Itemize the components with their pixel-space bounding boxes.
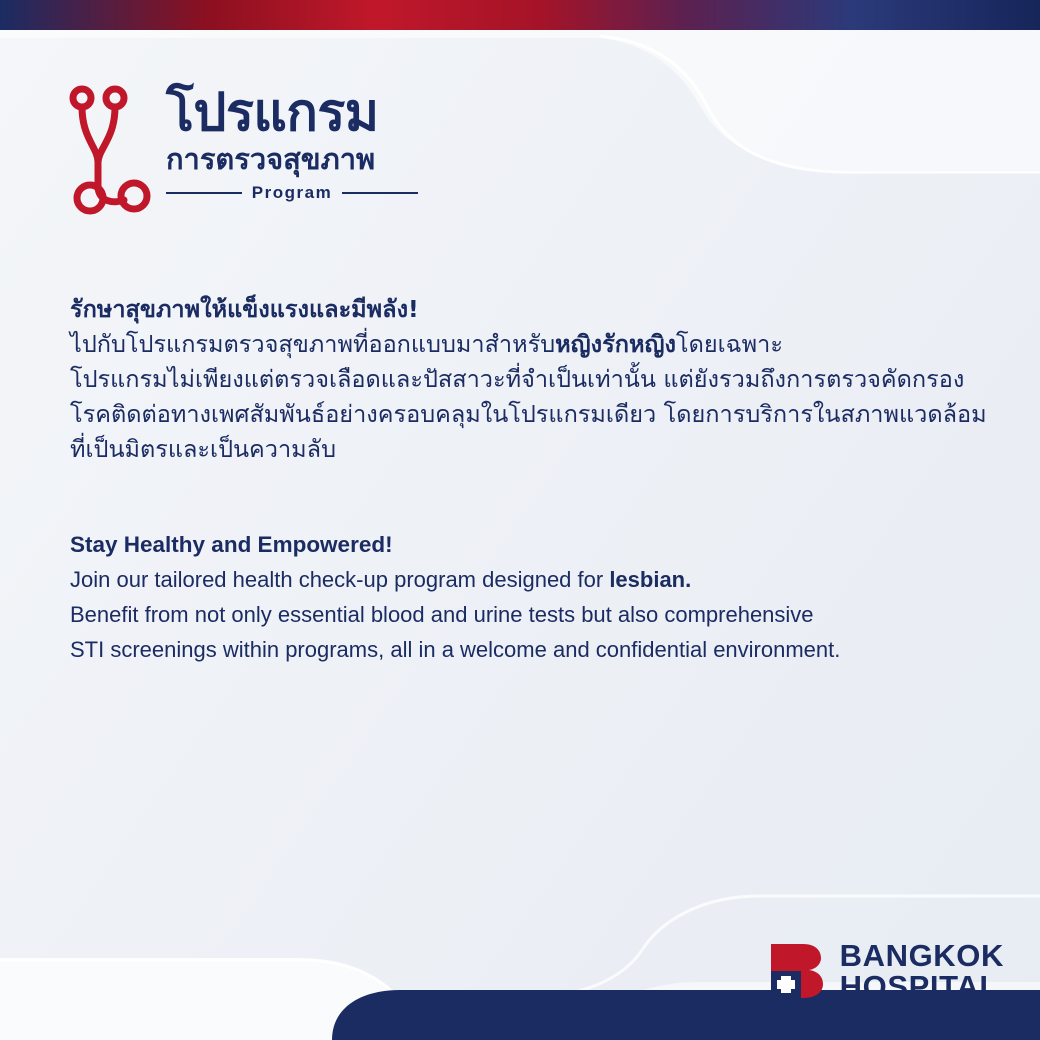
english-line-3: Benefit from not only essential blood and urine tests but also comprehensive [70,602,814,627]
english-line-2 [70,562,970,597]
thai-line-2 [70,327,970,362]
english-line-2-bold: lesbian. [609,567,692,592]
logo-english-row [166,183,418,203]
stethoscope-heart-icon [68,82,160,220]
english-line-2-a: Join our tailored health check-up program designed for [70,567,610,592]
thai-line-4: โรคติดต่อทางเพศสัมพันธ์อย่างครอบคลุมในโปรแกรมเดียว โดยการบริการในสภาพแวดล้อม [70,400,987,428]
thai-copy-block [70,292,987,467]
english-line-4: STI screenings within programs, all in a welcome and confidential environment. [70,637,841,662]
gradient-accent-bar [0,0,1040,30]
thai-line-2-bold: หญิงรักหญิง [555,330,676,358]
english-copy-block [70,527,970,667]
logo-english-label: Program [251,182,333,202]
logo-thai-title: โปรแกรม [166,83,379,143]
hospital-logo-text [840,940,1004,1002]
thai-line-5: ที่เป็นมิตรและเป็นความลับ [70,435,336,463]
body-copy [70,292,987,667]
thai-line-2-b: โดยเฉพาะ [675,330,783,358]
logo-rule-left [166,192,242,194]
logo-thai-subtitle: การตรวจสุขภาพ [166,141,376,176]
bangkok-hospital-logo [769,940,1004,1002]
bangkok-hospital-logo-icon [769,942,827,1000]
hospital-name-line-2: HOSPITAL [839,969,999,1004]
thai-heading: รักษาสุขภาพให้แข็งแรงและมีพลัง! [70,295,419,323]
hospital-name-line-1: BANGKOK [839,938,1004,973]
thai-line-2-a: ไปกับโปรแกรมตรวจสุขภาพที่ออกแบบมาสำหรับ [70,330,556,358]
english-heading: Stay Healthy and Empowered! [70,532,393,557]
logo-rule-right [342,192,418,194]
program-logo [68,82,418,220]
thai-line-3: โปรแกรมไม่เพียงแต่ตรวจเลือดและปัสสาวะที่จำเป็นเท่านั้น แต่ยังรวมถึงการตรวจคัดกรอง [70,365,965,393]
